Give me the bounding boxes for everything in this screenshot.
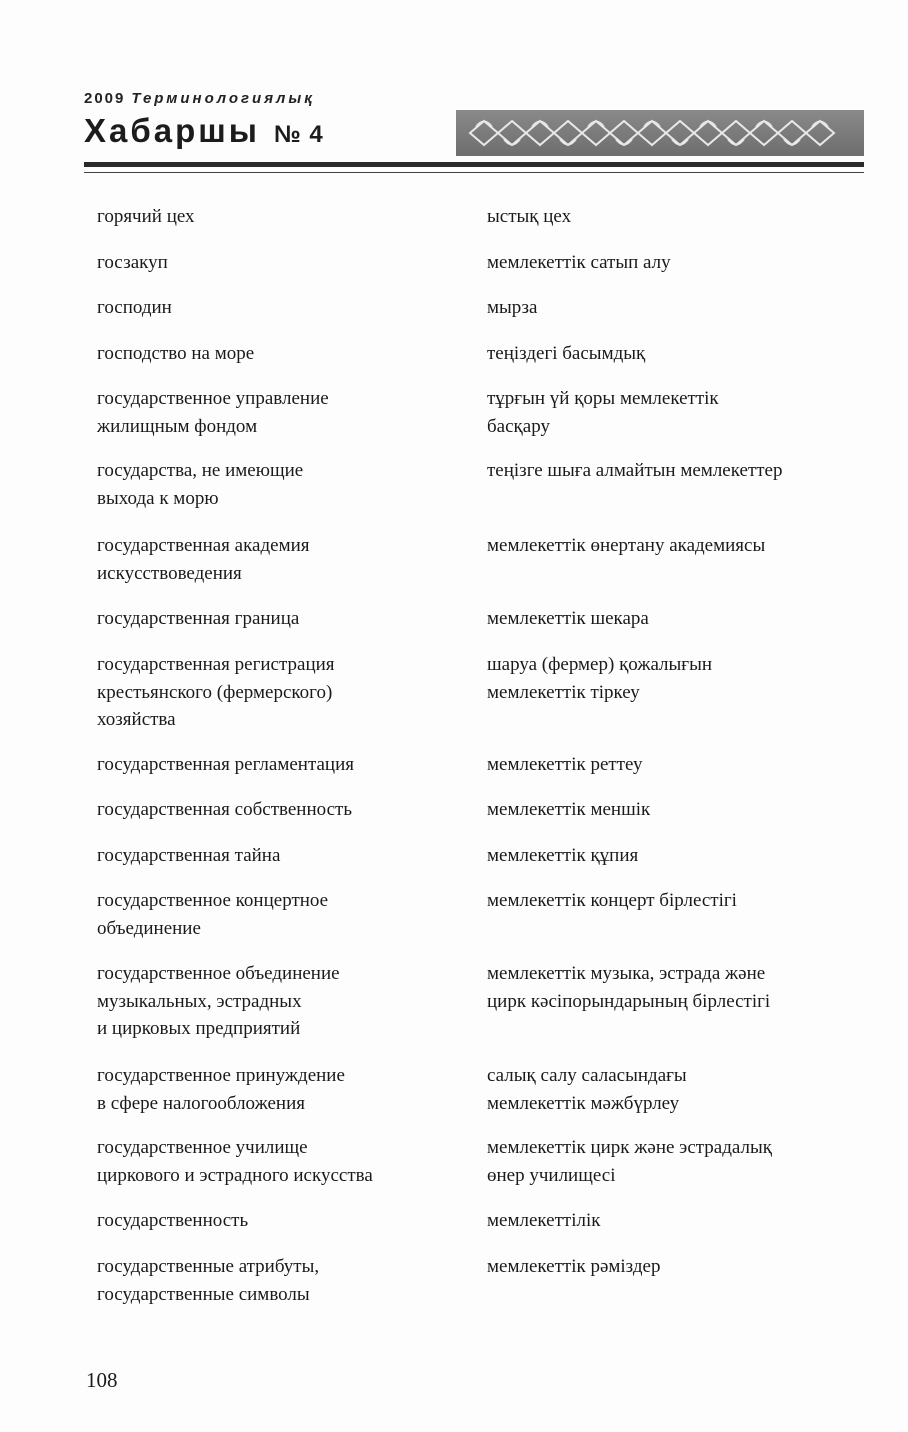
entry-ru: государственное управление жилищным фондом bbox=[97, 388, 329, 437]
entry-kk: мемлекеттік өнертану академиясы bbox=[487, 535, 766, 556]
entry-kk: мемлекеттік концерт бірлестігі bbox=[487, 890, 737, 911]
ornament-pattern-icon bbox=[456, 110, 864, 156]
ornament-band bbox=[456, 110, 864, 156]
journal-title-text: Хабаршы bbox=[84, 112, 260, 149]
entry-kk: теңіздегі басымдық bbox=[487, 343, 646, 364]
entry-ru: государственное училище циркового и эстрадного искусства bbox=[97, 1137, 373, 1186]
entry-ru: государственные атрибуты, государственные символы bbox=[97, 1256, 320, 1305]
entry-ru: государственное объединение музыкальных, эстрадных и цирковых предприятий bbox=[97, 963, 340, 1039]
entry-ru: госзакуп bbox=[97, 252, 168, 273]
journal-word: Терминологиялық bbox=[131, 90, 315, 107]
issue-number: № 4 bbox=[273, 121, 324, 148]
page-number: 108 bbox=[86, 1368, 118, 1392]
entry-ru: государственная регламентация bbox=[97, 754, 355, 775]
entry-kk: мемлекеттілік bbox=[487, 1210, 601, 1231]
entry-kk: мемлекеттік құпия bbox=[487, 845, 639, 866]
entry-kk: тұрғын үй қоры мемлекеттік басқару bbox=[487, 388, 719, 437]
entry-kk: мемлекеттік шекара bbox=[487, 608, 649, 629]
entry-kk: мемлекеттік рәміздер bbox=[487, 1256, 661, 1277]
entry-ru: государственность bbox=[97, 1210, 249, 1231]
entry-ru: государственная граница bbox=[97, 608, 300, 629]
entry-ru: государственное принуждение в сфере налогообложения bbox=[97, 1065, 345, 1114]
entry-ru: государства, не имеющие выхода к морю bbox=[97, 460, 304, 509]
entry-ru: государственная академия искусствоведения bbox=[97, 535, 310, 584]
header-rule-thin bbox=[84, 172, 864, 173]
page-header bbox=[84, 90, 864, 149]
entry-kk: мемлекеттік музыка, эстрада және цирк кәсіпорындарының бірлестігі bbox=[487, 963, 771, 1012]
journal-year: 2009 bbox=[84, 90, 126, 107]
entry-kk: ыстық цех bbox=[487, 206, 572, 227]
title-bar bbox=[84, 110, 864, 160]
journal-year-line bbox=[84, 90, 864, 107]
entry-ru: господство на море bbox=[97, 343, 255, 364]
entry-ru: государственная тайна bbox=[97, 845, 281, 866]
entry-kk: мемлекеттік сатып алу bbox=[487, 252, 671, 273]
journal-title bbox=[84, 112, 324, 150]
entry-kk: салық салу саласындағы мемлекеттік мәжбүрлеу bbox=[487, 1065, 687, 1114]
entry-ru: государственная собственность bbox=[97, 799, 353, 820]
entry-ru: государственная регистрация крестьянского (фермерского) хозяйства bbox=[97, 654, 335, 730]
entry-kk: мемлекеттік меншік bbox=[487, 799, 651, 820]
entry-kk: шаруа (фермер) қожалығын мемлекеттік тіркеу bbox=[487, 654, 713, 703]
entry-kk: мемлекеттік цирк және эстрадалық өнер училищесі bbox=[487, 1137, 772, 1186]
entry-kk: мемлекеттік реттеу bbox=[487, 754, 643, 775]
entry-ru: горячий цех bbox=[97, 206, 195, 227]
entry-kk: мырза bbox=[487, 297, 538, 318]
entry-kk: теңізге шыға алмайтын мемлекеттер bbox=[487, 460, 783, 481]
header-rule-thick bbox=[84, 162, 864, 167]
entry-ru: господин bbox=[97, 297, 172, 318]
entry-ru: государственное концертное объединение bbox=[97, 890, 329, 939]
